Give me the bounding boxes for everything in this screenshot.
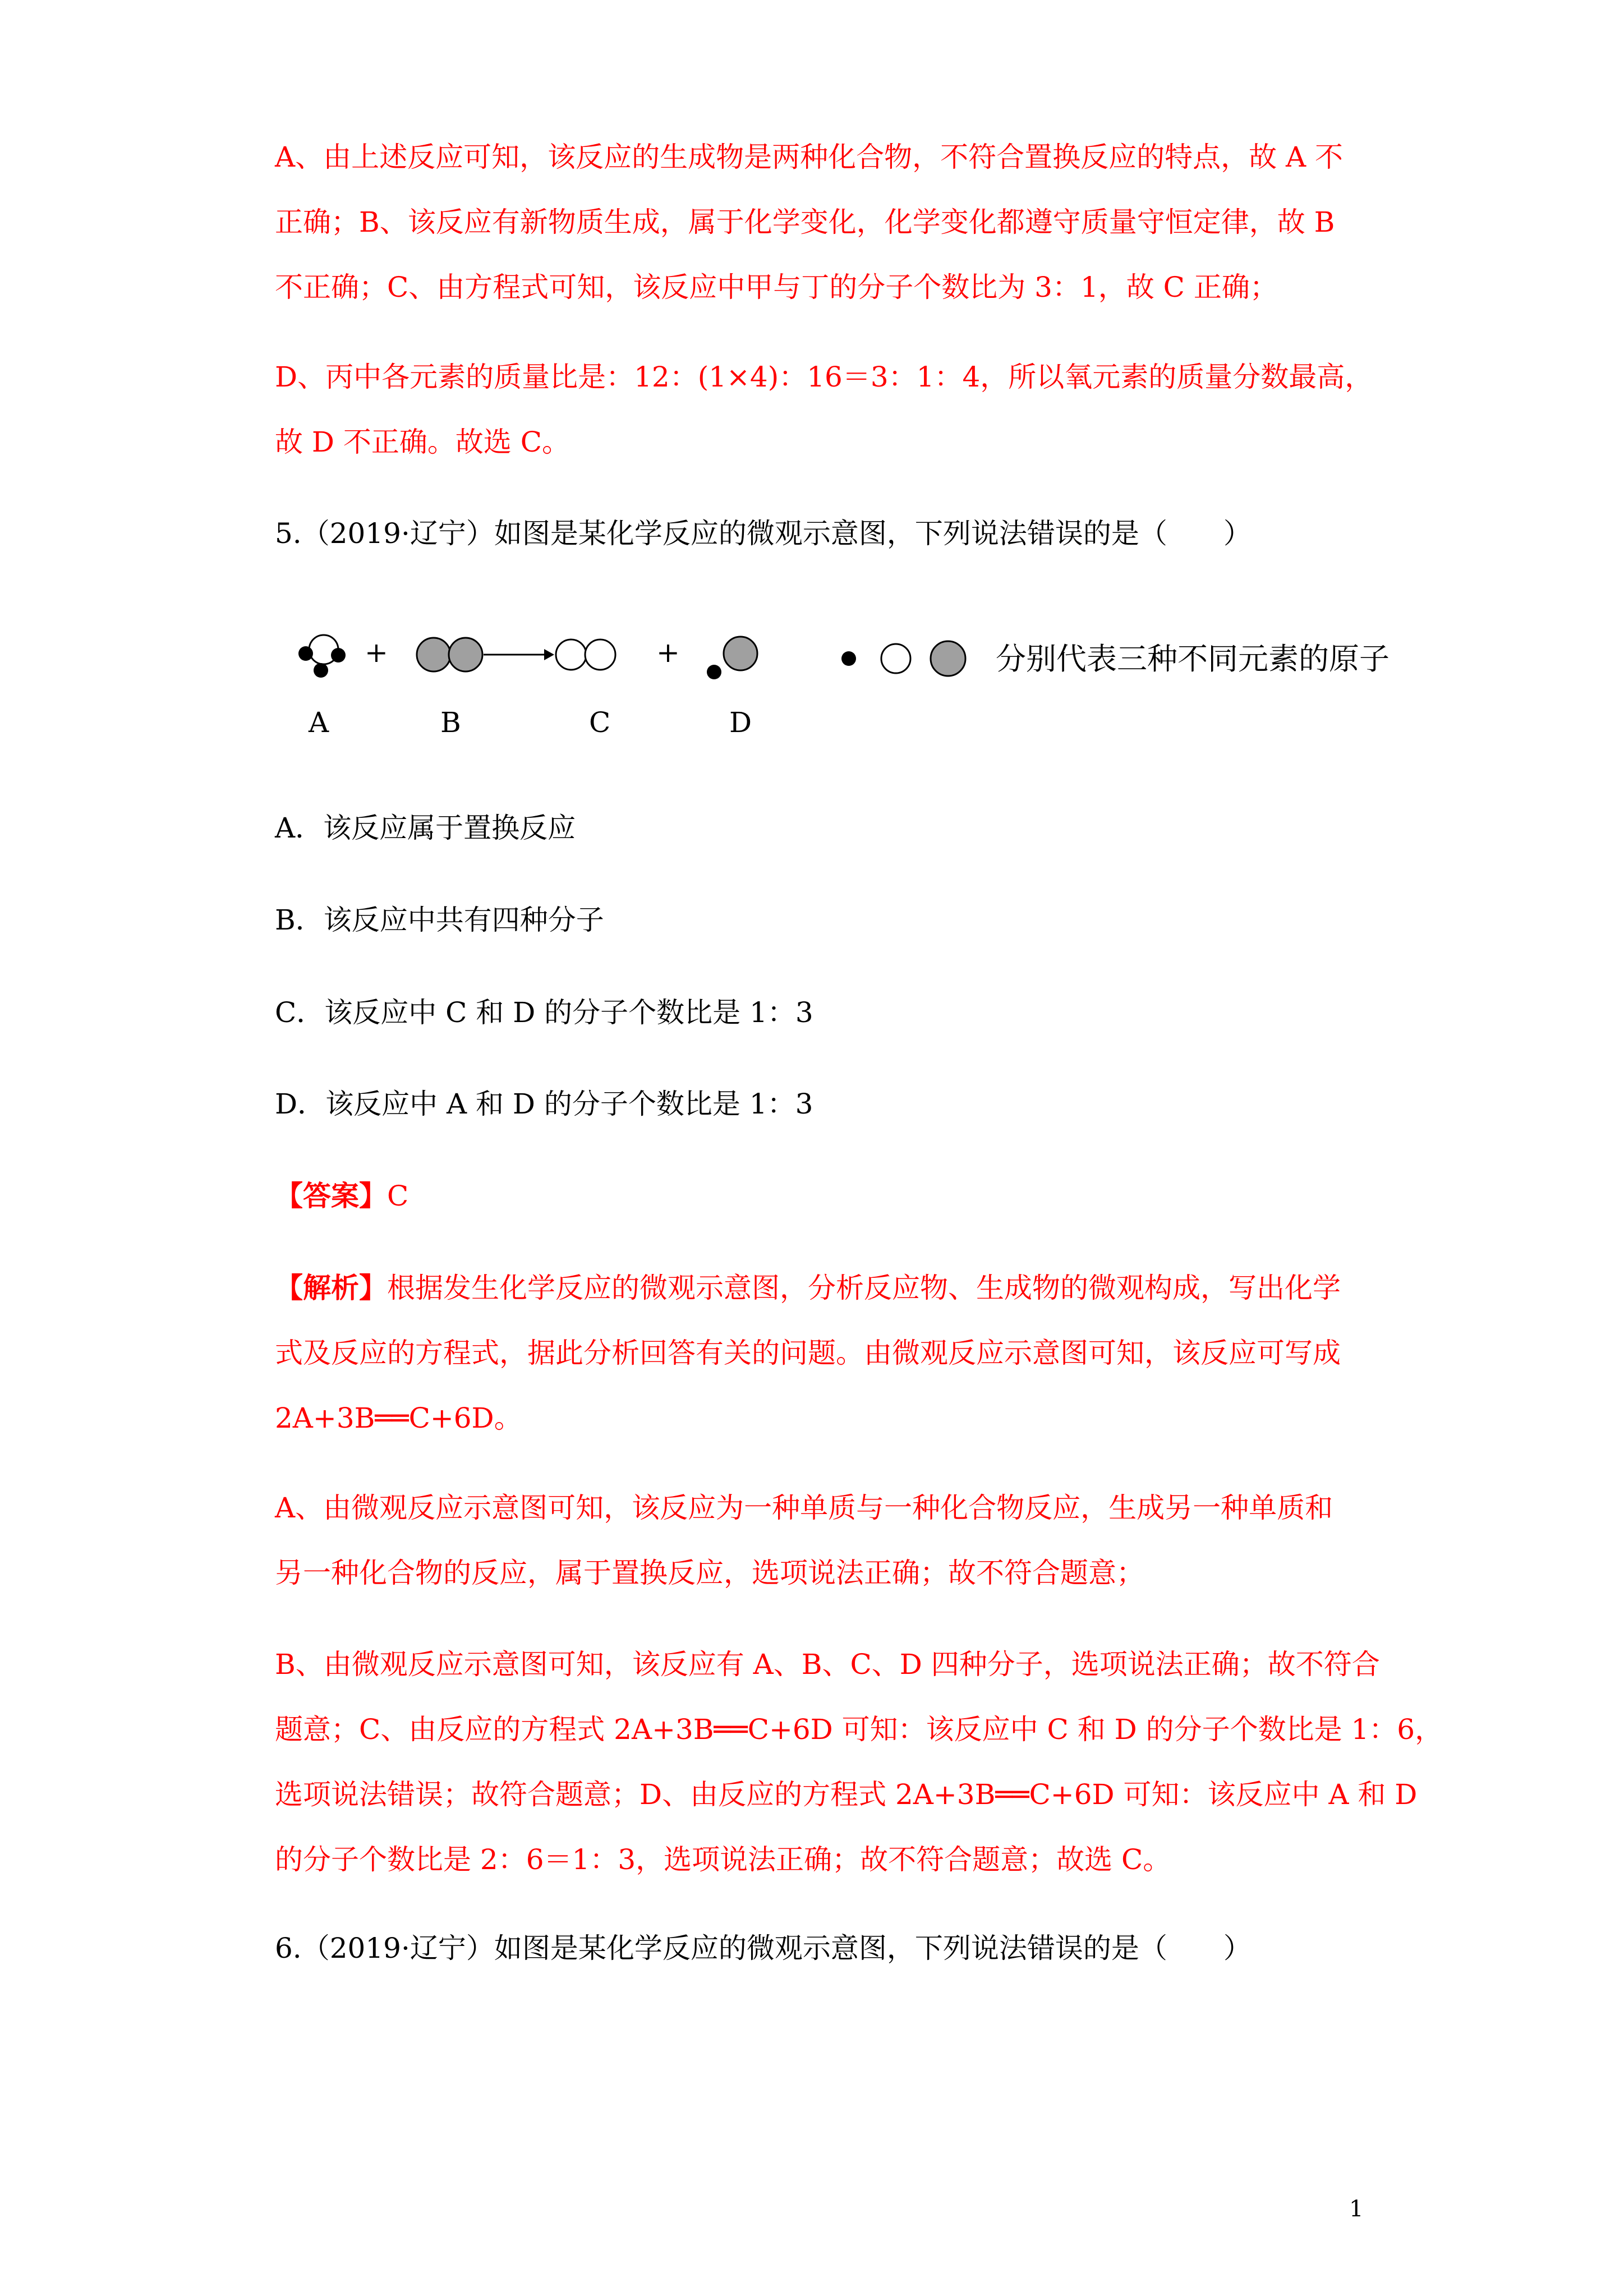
q5-option-d [275, 1071, 1374, 1137]
answer-tag: 【答案】 [275, 1179, 387, 1212]
analysis-text: 根据发生化学反应的微观示意图，分析反应物、生成物的微观构成，写出化学 [387, 1272, 1341, 1304]
text-line: 题意；C、由反应的方程式 2A+3B══C+6D 可知：该反应中 C 和 D 的分子个数比是 1：6， [275, 1713, 1443, 1746]
question-stem-text: 6.（2019·辽宁）如图是某化学反应的微观示意图，下列说法错误的是（ ） [275, 1932, 1252, 1964]
answer-line [275, 1163, 1374, 1228]
plus-sign: + [365, 636, 388, 669]
reaction-arrow-icon [484, 649, 554, 660]
reaction-diagram [275, 623, 1425, 740]
q4-analysis-part1 [275, 125, 1374, 320]
q6-stem [275, 1916, 1374, 1981]
molecule-d [707, 637, 757, 679]
gray-atom [449, 638, 482, 671]
small-black-atom [298, 646, 313, 661]
text-line: 选项说法错误；故符合题意；D、由反应的方程式 2A+3B══C+6D 可知：该反应中 A 和 D [275, 1778, 1418, 1811]
q5-stem [275, 501, 1374, 566]
option-text: A．该反应属于置换反应 [275, 812, 576, 844]
analysis-tag: 【解析】 [275, 1271, 387, 1304]
q4-analysis-part2 [275, 344, 1374, 475]
q5-answer [275, 1163, 1374, 1228]
q5-option-a [275, 795, 1374, 861]
small-black-atom [841, 651, 856, 666]
option-text: D．该反应中 A 和 D 的分子个数比是 1：3 [275, 1088, 813, 1120]
white-atom [881, 644, 910, 673]
text-line: A、由微观反应示意图可知，该反应为一种单质与一种化合物反应，生成另一种单质和 [275, 1492, 1333, 1524]
white-atom [585, 639, 615, 670]
gray-atom [931, 641, 965, 676]
small-black-atom [707, 665, 721, 679]
molecule-b [417, 638, 482, 671]
small-black-atom [314, 663, 328, 678]
text-line: 的分子个数比是 2：6＝1：3，选项说法正确；故不符合题意；故选 C。 [275, 1843, 1171, 1876]
text-line: D、丙中各元素的质量比是：12：(1×4)：16＝3：1：4，所以氧元素的质量分数最高， [275, 361, 1373, 393]
text-line: 不正确；C、由方程式可知，该反应中甲与丁的分子个数比为 3：1，故 C 正确； [275, 271, 1278, 303]
text-line: 另一种化合物的反应，属于置换反应，选项说法正确；故不符合题意； [275, 1557, 1144, 1589]
q5-option-c [275, 980, 1374, 1045]
gray-atom [724, 637, 757, 670]
label-a: A [309, 706, 329, 739]
label-b: B [440, 706, 461, 739]
text-line: 2A+3B══C+6D。 [275, 1402, 522, 1434]
text-line: B、由微观反应示意图可知，该反应有 A、B、C、D 四种分子，选项说法正确；故不符合 [275, 1648, 1380, 1681]
answer-value: C [387, 1180, 409, 1212]
gray-atom [417, 638, 450, 671]
plus-sign: + [656, 636, 680, 669]
q5-analysis [275, 1255, 1374, 1451]
option-text: B．该反应中共有四种分子 [275, 904, 604, 936]
text-line: 式及反应的方程式，据此分析回答有关的问题。由微观反应示意图可知，该反应可写成 [275, 1337, 1341, 1369]
text-line: 正确；B、该反应有新物质生成，属于化学变化，化学变化都遵守质量守恒定律，故 B [275, 206, 1335, 238]
page-number: 1 [1349, 2196, 1364, 2222]
text-line: 故 D 不正确。故选 C。 [275, 426, 571, 458]
option-text: C．该反应中 C 和 D 的分子个数比是 1：3 [275, 996, 813, 1029]
question-stem-text: 5.（2019·辽宁）如图是某化学反应的微观示意图，下列说法错误的是（ ） [275, 517, 1252, 550]
legend [841, 641, 1390, 677]
text-line: A、由上述反应可知，该反应的生成物是两种化合物，不符合置换反应的特点，故 A 不 [275, 141, 1344, 173]
white-atom [556, 639, 586, 670]
molecule-a [298, 635, 346, 678]
text-line [275, 1255, 1374, 1320]
q5-analysis-bcd [275, 1632, 1443, 1892]
small-black-atom [331, 648, 346, 662]
label-d: D [729, 706, 752, 739]
legend-text: 分别代表三种不同元素的原子 [996, 641, 1390, 677]
q5-analysis-a [275, 1475, 1374, 1605]
label-c: C [589, 706, 611, 739]
q5-option-b [275, 887, 1374, 953]
molecule-c [556, 639, 615, 670]
